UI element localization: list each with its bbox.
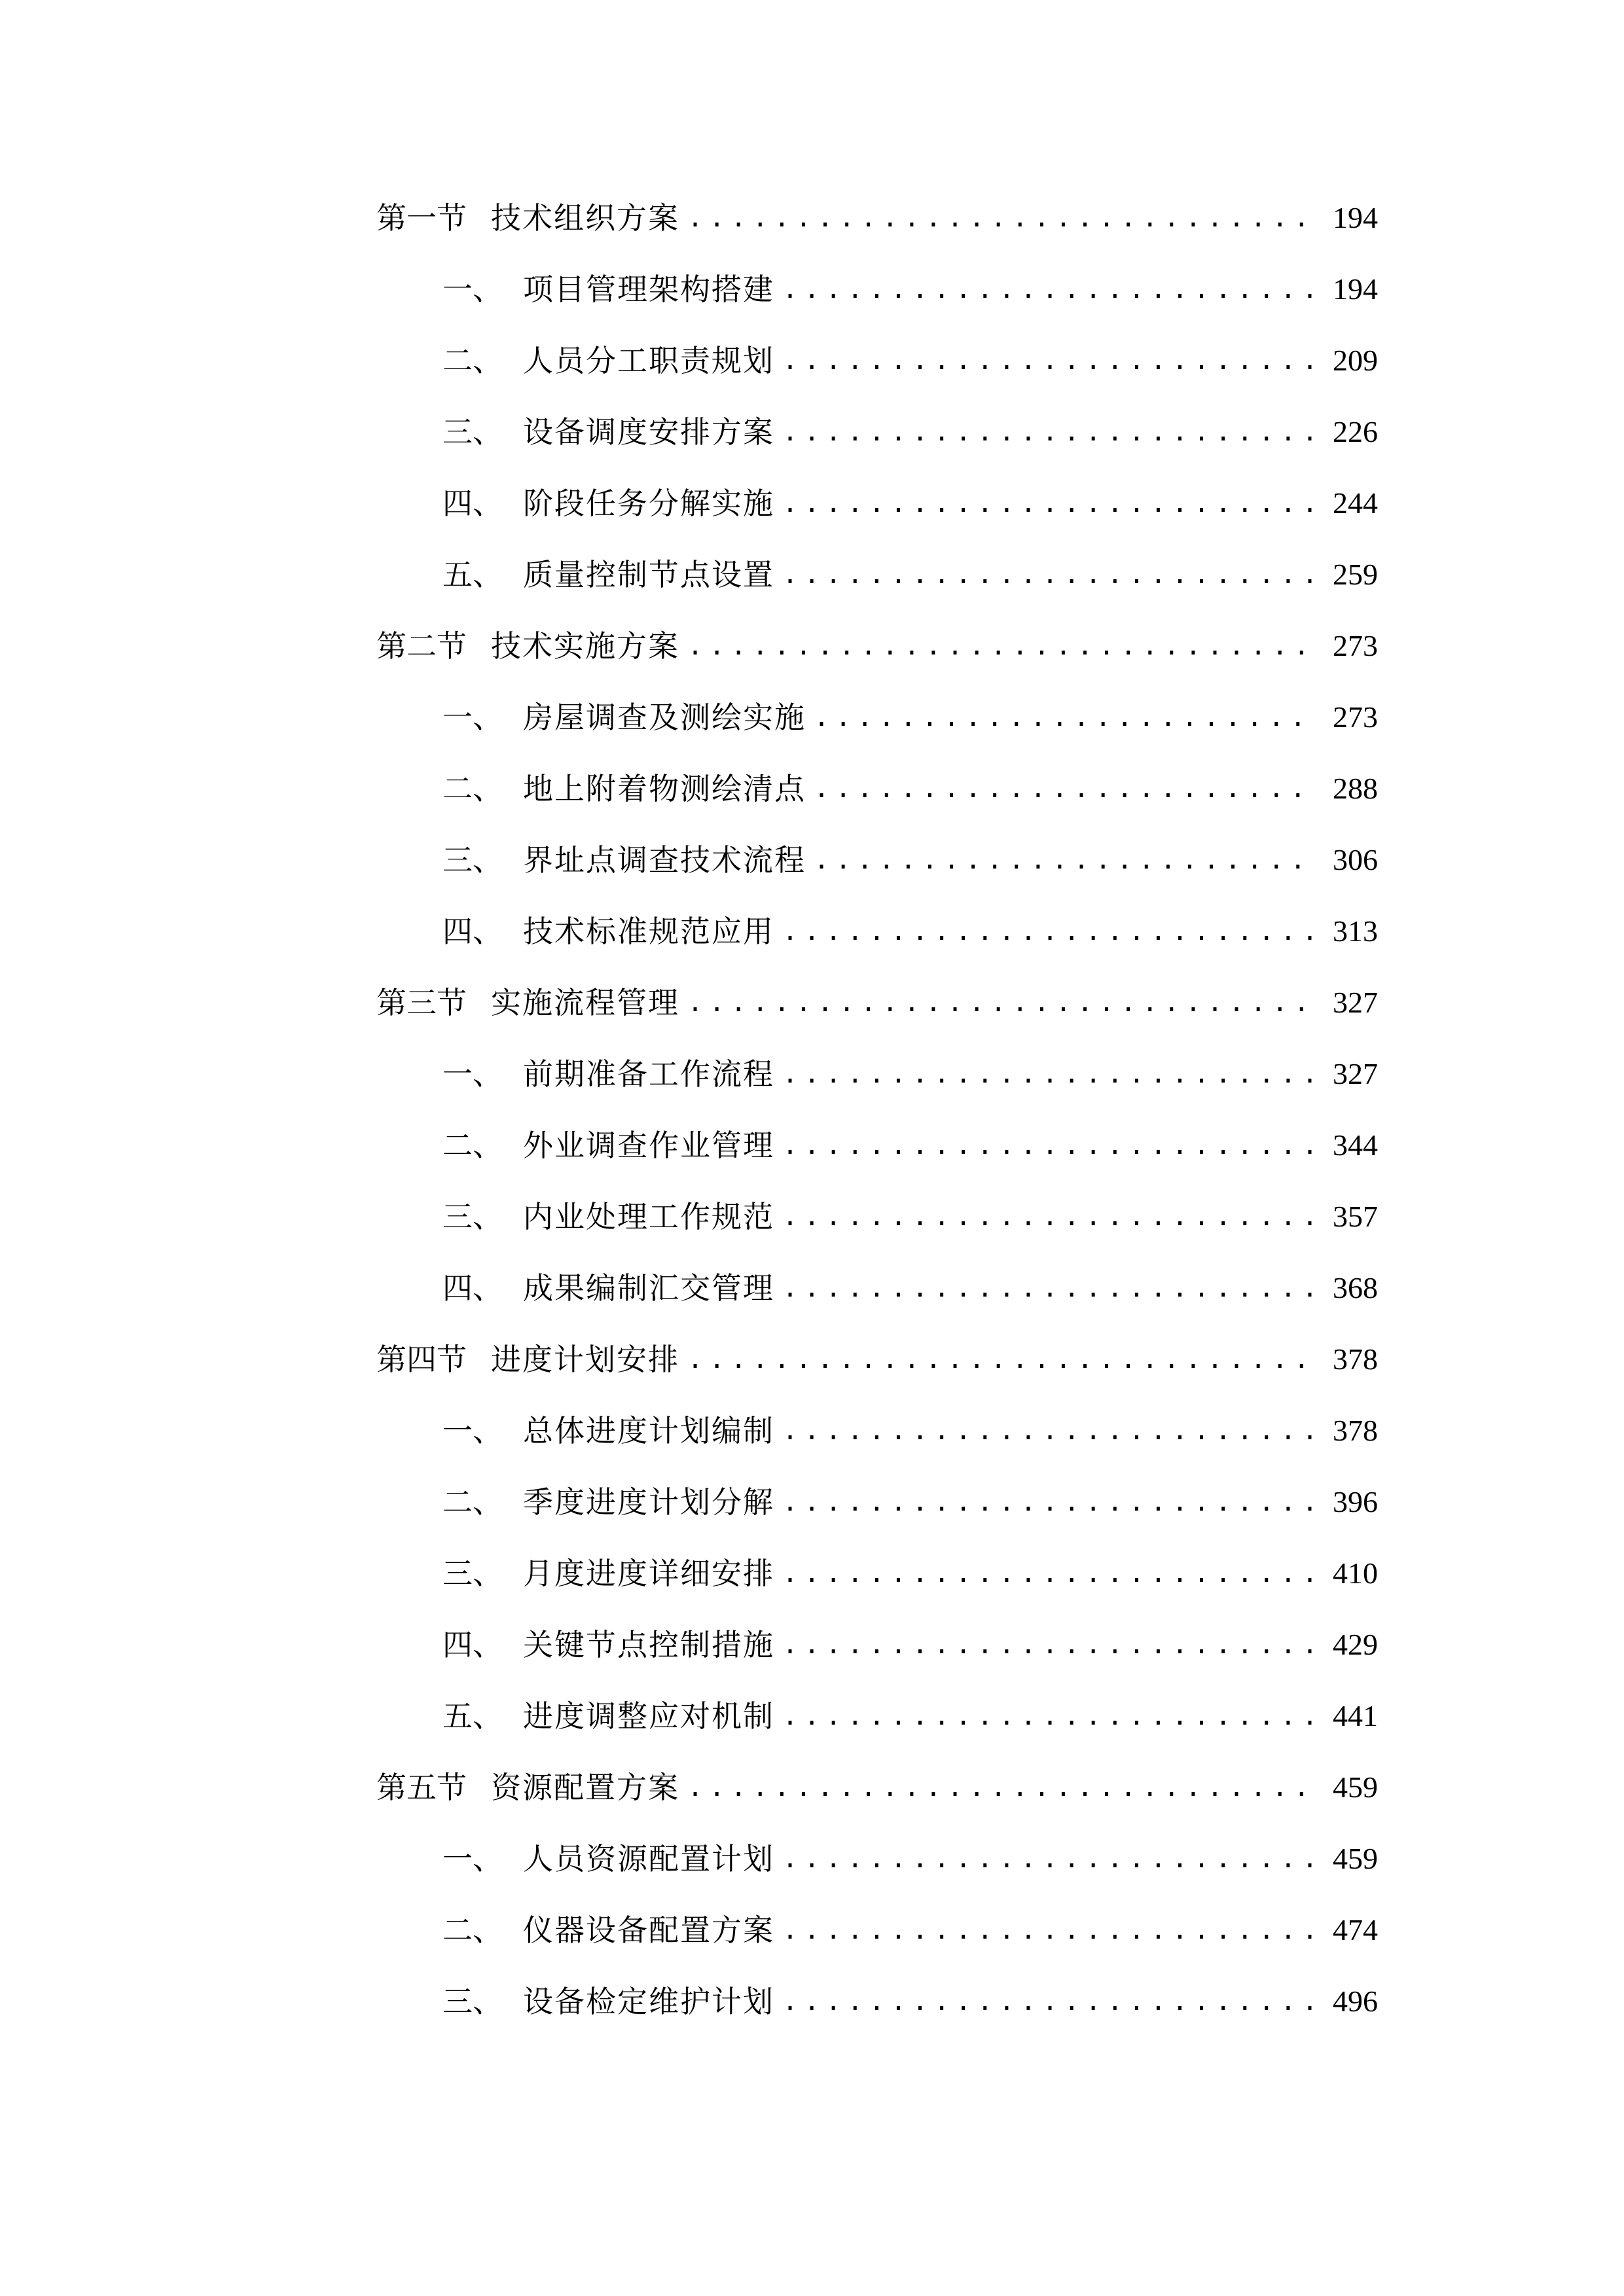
toc-entry-title: 季度进度计划分解	[523, 1484, 774, 1520]
toc-entry-number: 二、	[442, 1128, 503, 1163]
toc-dot-leader	[687, 1761, 1316, 1814]
toc-section-entry[interactable]	[376, 192, 1378, 244]
toc-subsection-entry[interactable]	[442, 334, 1378, 387]
toc-subsection-entry[interactable]	[442, 1476, 1378, 1528]
toc-dot-leader	[687, 1333, 1316, 1386]
toc-entry-title: 成果编制汇交管理	[523, 1270, 774, 1306]
toc-subsection-entry[interactable]	[442, 1048, 1378, 1100]
toc-entry-number: 三、	[442, 842, 503, 878]
toc-entry-number: 三、	[442, 1984, 503, 2019]
toc-entry-page: 378	[1333, 1342, 1378, 1376]
toc-entry-title: 房屋调查及测绘实施	[523, 700, 806, 735]
toc-subsection-entry[interactable]	[442, 406, 1378, 458]
toc-entry-title: 技术标准规范应用	[523, 914, 774, 949]
toc-dot-leader	[814, 834, 1316, 886]
toc-entry-page: 273	[1333, 700, 1378, 734]
toc-entry-page: 288	[1333, 772, 1378, 805]
toc-entry-title: 质量控制节点设置	[523, 557, 774, 592]
toc-entry-title: 地上附着物测绘清点	[523, 771, 806, 806]
toc-dot-leader	[782, 1619, 1316, 1671]
toc-entry-number: 四、	[442, 486, 503, 521]
toc-entry-title: 关键节点控制措施	[523, 1627, 774, 1662]
toc-subsection-entry[interactable]	[442, 1833, 1378, 1885]
toc-subsection-entry[interactable]	[442, 477, 1378, 529]
toc-entry-page: 194	[1333, 272, 1378, 306]
toc-subsection-entry[interactable]	[442, 691, 1378, 744]
toc-dot-leader	[782, 548, 1316, 601]
toc-entry-title: 人员资源配置计划	[523, 1841, 774, 1876]
toc-dot-leader	[782, 1262, 1316, 1314]
toc-entry-number: 第五节	[376, 1770, 467, 1805]
toc-dot-leader	[782, 406, 1316, 458]
toc-entry-title: 设备检定维护计划	[523, 1984, 774, 2019]
toc-dot-leader	[782, 263, 1316, 315]
toc-entry-number: 二、	[442, 343, 503, 378]
toc-entry-title: 仪器设备配置方案	[523, 1912, 774, 1948]
toc-entry-page: 273	[1333, 629, 1378, 662]
toc-entry-number: 三、	[442, 1556, 503, 1591]
toc-entry-page: 429	[1333, 1628, 1378, 1661]
toc-subsection-entry[interactable]	[442, 1690, 1378, 1742]
toc-entry-title: 技术组织方案	[491, 200, 679, 236]
toc-entry-number: 一、	[442, 1841, 503, 1876]
toc-entry-page: 496	[1333, 1984, 1378, 2018]
toc-entry-number: 五、	[442, 1698, 503, 1734]
toc-entry-page: 396	[1333, 1485, 1378, 1518]
toc-entry-title: 内业处理工作规范	[523, 1199, 774, 1234]
toc-entry-number: 一、	[442, 1056, 503, 1092]
toc-dot-leader	[782, 1690, 1316, 1742]
toc-dot-leader	[782, 1405, 1316, 1457]
toc-subsection-entry[interactable]	[442, 1191, 1378, 1243]
toc-entry-title: 外业调查作业管理	[523, 1128, 774, 1163]
toc-subsection-entry[interactable]	[442, 1975, 1378, 2028]
toc-section-entry[interactable]	[376, 977, 1378, 1029]
toc-entry-title: 进度调整应对机制	[523, 1698, 774, 1734]
toc-entry-title: 人员分工职责规划	[523, 343, 774, 378]
toc-subsection-entry[interactable]	[442, 1262, 1378, 1314]
toc-entry-title: 项目管理架构搭建	[523, 272, 774, 307]
toc-entry-title: 进度计划安排	[491, 1342, 679, 1377]
toc-dot-leader	[782, 477, 1316, 529]
toc-subsection-entry[interactable]	[442, 263, 1378, 315]
toc-entry-title: 技术实施方案	[491, 628, 679, 664]
toc-dot-leader	[782, 1476, 1316, 1528]
toc-entry-page: 459	[1333, 1842, 1378, 1875]
toc-dot-leader	[782, 1191, 1316, 1243]
toc-entry-page: 259	[1333, 558, 1378, 591]
toc-entry-page: 244	[1333, 486, 1378, 520]
toc-entry-page: 368	[1333, 1271, 1378, 1304]
toc-entry-page: 344	[1333, 1128, 1378, 1162]
toc-entry-title: 资源配置方案	[491, 1770, 679, 1805]
toc-subsection-entry[interactable]	[442, 834, 1378, 886]
toc-section-entry[interactable]	[376, 1761, 1378, 1814]
toc-entry-page: 194	[1333, 201, 1378, 234]
toc-entry-page: 306	[1333, 843, 1378, 876]
toc-dot-leader	[782, 1048, 1316, 1100]
toc-dot-leader	[687, 977, 1316, 1029]
toc-entry-page: 226	[1333, 415, 1378, 448]
toc-subsection-entry[interactable]	[442, 1405, 1378, 1457]
toc-entry-page: 474	[1333, 1913, 1378, 1946]
toc-entry-number: 四、	[442, 914, 503, 949]
toc-subsection-entry[interactable]	[442, 1619, 1378, 1671]
toc-entry-number: 二、	[442, 1484, 503, 1520]
toc-entry-number: 五、	[442, 557, 503, 592]
toc-entry-title: 实施流程管理	[491, 985, 679, 1020]
toc-entry-title: 设备调度安排方案	[523, 414, 774, 450]
toc-subsection-entry[interactable]	[442, 1547, 1378, 1600]
toc-section-entry[interactable]	[376, 1333, 1378, 1386]
toc-entry-page: 327	[1333, 1057, 1378, 1090]
toc-entry-page: 209	[1333, 344, 1378, 377]
toc-dot-leader	[782, 334, 1316, 387]
toc-dot-leader	[782, 1119, 1316, 1172]
toc-entry-number: 二、	[442, 1912, 503, 1948]
toc-entry-number: 一、	[442, 272, 503, 307]
toc-entry-number: 第一节	[376, 200, 467, 236]
toc-dot-leader	[782, 905, 1316, 958]
toc-entry-page: 327	[1333, 986, 1378, 1019]
toc-subsection-entry[interactable]	[442, 1904, 1378, 1956]
toc-entry-number: 一、	[442, 700, 503, 735]
toc-subsection-entry[interactable]	[442, 762, 1378, 815]
toc-subsection-entry[interactable]	[442, 548, 1378, 601]
toc-entry-title: 界址点调查技术流程	[523, 842, 806, 878]
toc-entry-title: 前期准备工作流程	[523, 1056, 774, 1092]
toc-entry-number: 第二节	[376, 628, 467, 664]
toc-subsection-entry[interactable]	[442, 905, 1378, 958]
toc-dot-leader	[687, 620, 1316, 672]
toc-entry-number: 二、	[442, 771, 503, 806]
toc-entry-number: 三、	[442, 414, 503, 450]
toc-entry-number: 四、	[442, 1627, 503, 1662]
toc-entry-page: 357	[1333, 1200, 1378, 1233]
toc-dot-leader	[782, 1547, 1316, 1600]
toc-dot-leader	[687, 192, 1316, 244]
toc-entry-page: 459	[1333, 1770, 1378, 1804]
toc-entry-number: 一、	[442, 1413, 503, 1448]
toc-entry-page: 441	[1333, 1699, 1378, 1732]
toc-entry-title: 总体进度计划编制	[523, 1413, 774, 1448]
toc-entry-page: 313	[1333, 914, 1378, 948]
toc-entry-number: 第四节	[376, 1342, 467, 1377]
toc-subsection-entry[interactable]	[442, 1119, 1378, 1172]
toc-entry-number: 三、	[442, 1199, 503, 1234]
toc-entry-number: 四、	[442, 1270, 503, 1306]
toc-entry-page: 410	[1333, 1556, 1378, 1590]
toc-dot-leader	[782, 1833, 1316, 1885]
toc-dot-leader	[782, 1904, 1316, 1956]
toc-dot-leader	[814, 762, 1316, 815]
toc-section-entry[interactable]	[376, 620, 1378, 672]
toc-entry-page: 378	[1333, 1414, 1378, 1447]
toc-entry-title: 阶段任务分解实施	[523, 486, 774, 521]
toc-entry-number: 第三节	[376, 985, 467, 1020]
toc-dot-leader	[782, 1975, 1316, 2028]
toc-dot-leader	[814, 691, 1316, 744]
toc-entry-title: 月度进度详细安排	[523, 1556, 774, 1591]
